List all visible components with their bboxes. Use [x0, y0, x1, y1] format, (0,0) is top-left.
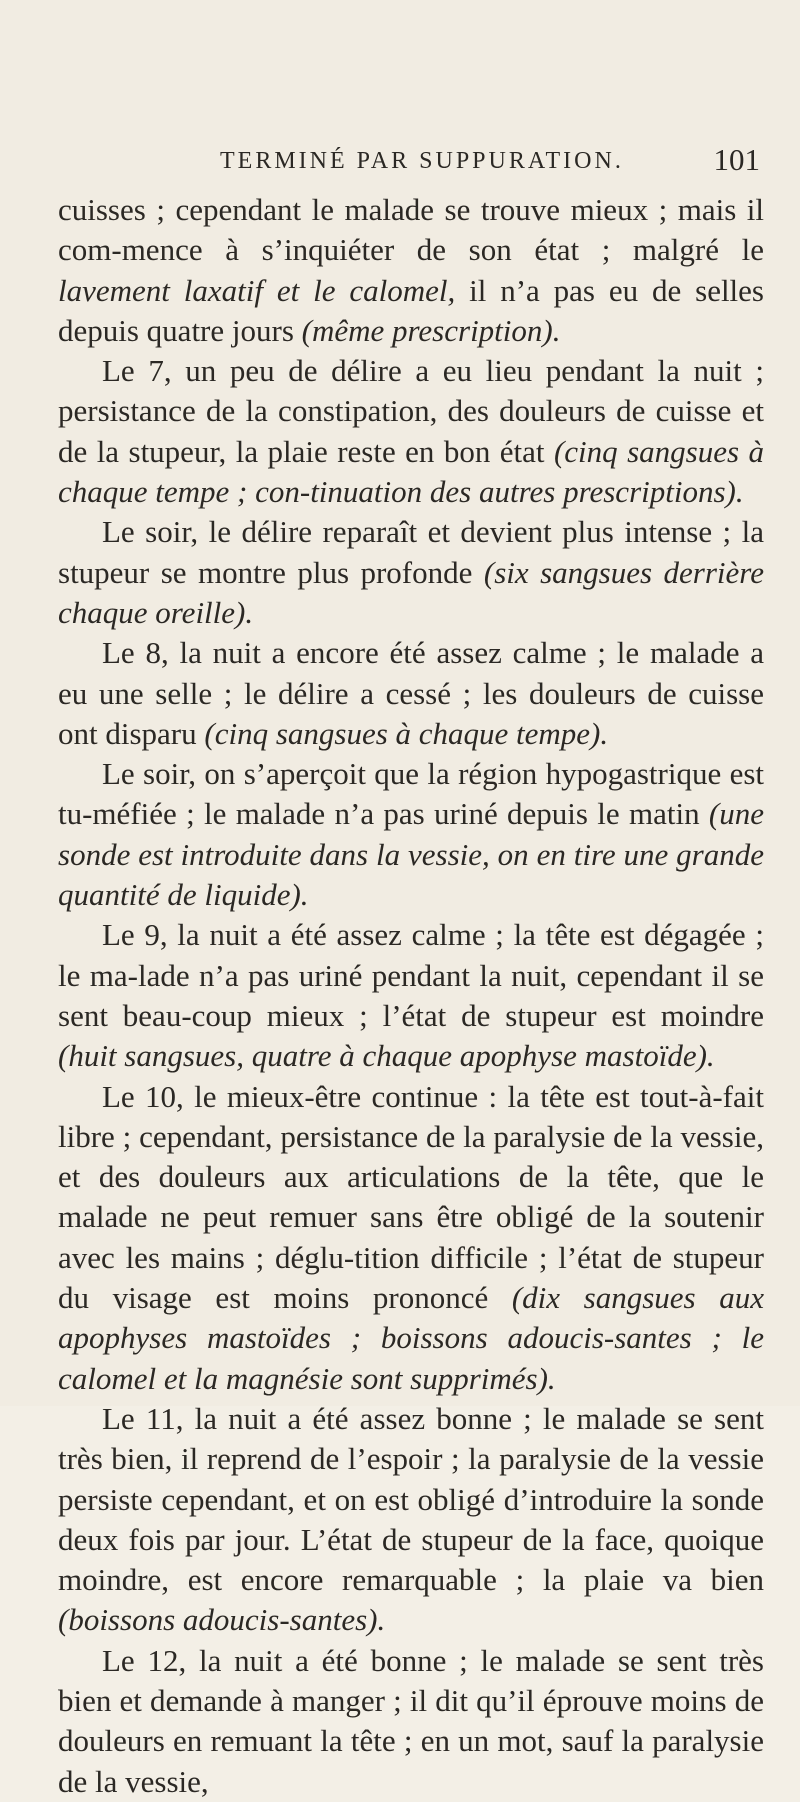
paragraph-text: Le soir, on s’aperçoit que la région hypogastrique est tu-méfiée ; le malade n’a pas uriné depuis le matin — [58, 756, 764, 832]
italic-prescription: (même prescription). — [301, 312, 561, 348]
italic-prescription: (huit sangsues, quatre à chaque apophyse mastoïde). — [58, 1038, 715, 1074]
paragraph-text: Le 11, la nuit a été assez bonne ; le malade se sent très bien, il reprend de l’espoir ; la paralysie de la vessie persiste cependant, et on est obligé d’introduire la sonde deux fois par jour. L’état de stupeur de la face, quoique moindre, est encore remarquable ; la plaie va bien — [58, 1400, 764, 1598]
paragraph-4 — [58, 633, 764, 754]
paragraph-text: Le 8, la nuit a encore été assez calme ; le malade a eu une selle ; le délire a cessé ; les douleurs de cuisse ont disparu — [58, 635, 764, 751]
paragraph-9 — [58, 1641, 764, 1802]
paragraph-2 — [58, 351, 764, 512]
paragraph-text: Le 10, le mieux-être continue : la tête est tout-à-fait libre ; cependant, persistance de la paralysie de la vessie, et des douleurs aux articulations de la tête, que le malade ne peut remuer sans être obligé de la soutenir avec les mains ; déglu-tition difficile ; l’état de stupeur du visage est moins prononcé — [58, 1078, 764, 1316]
paragraph-6 — [58, 915, 764, 1076]
paragraph-3 — [58, 512, 764, 633]
paragraph-text: Le soir, le délire reparaît et devient plus intense ; la stupeur se montre plus profonde — [58, 514, 764, 590]
paragraph-7 — [58, 1077, 764, 1399]
italic-prescription: lavement laxatif et le calomel, — [58, 272, 456, 308]
body-text — [58, 190, 764, 1802]
italic-prescription: (une sonde est introduite dans la vessie, on en tire une grande quantité de liquide). — [58, 796, 764, 913]
paragraph-5 — [58, 754, 764, 915]
italic-prescription: (dix sangsues aux apophyses mastoïdes ; boissons adoucis-santes ; le calomel et la magnésie sont supprimés). — [58, 1280, 765, 1396]
paragraph-text: Le 7, un peu de délire a eu lieu pendant la nuit ; persistance de la constipation, des douleurs de cuisse et de la stupeur, la plaie reste en bon état — [58, 353, 764, 469]
running-title: TERMINÉ PAR SUPPURATION. — [220, 148, 624, 174]
italic-prescription: (cinq sangsues à chaque tempe ; con-tinuation des autres prescriptions). — [58, 433, 764, 510]
paragraph-1 — [58, 190, 764, 351]
paragraph-8 — [58, 1399, 764, 1641]
running-head — [60, 142, 760, 188]
paragraph-text: Le 9, la nuit a été assez calme ; la tête est dégagée ; le ma-lade n’a pas uriné pendant la nuit, cependant il se sent beau-coup mieux ; l’état de stupeur est moindre — [58, 917, 764, 1033]
page-number: 101 — [713, 142, 760, 177]
paragraph-text: Le 12, la nuit a été bonne ; le malade se sent très bien et demande à manger ; il dit qu’il éprouve moins de douleurs en remuant la tête ; en un mot, sauf la paralysie de la vessie, — [58, 1642, 764, 1799]
italic-prescription: (cinq sangsues à chaque tempe). — [204, 715, 609, 751]
italic-prescription: (boissons adoucis-santes). — [58, 1602, 386, 1638]
paragraph-text: cuisses ; cependant le malade se trouve mieux ; mais il com-mence à s’inquiéter de son état ; malgré le — [58, 192, 764, 268]
italic-prescription: (six sangsues derrière chaque oreille). — [58, 554, 764, 630]
paragraph-text: il n’a pas eu de selles depuis quatre jours — [58, 272, 764, 348]
